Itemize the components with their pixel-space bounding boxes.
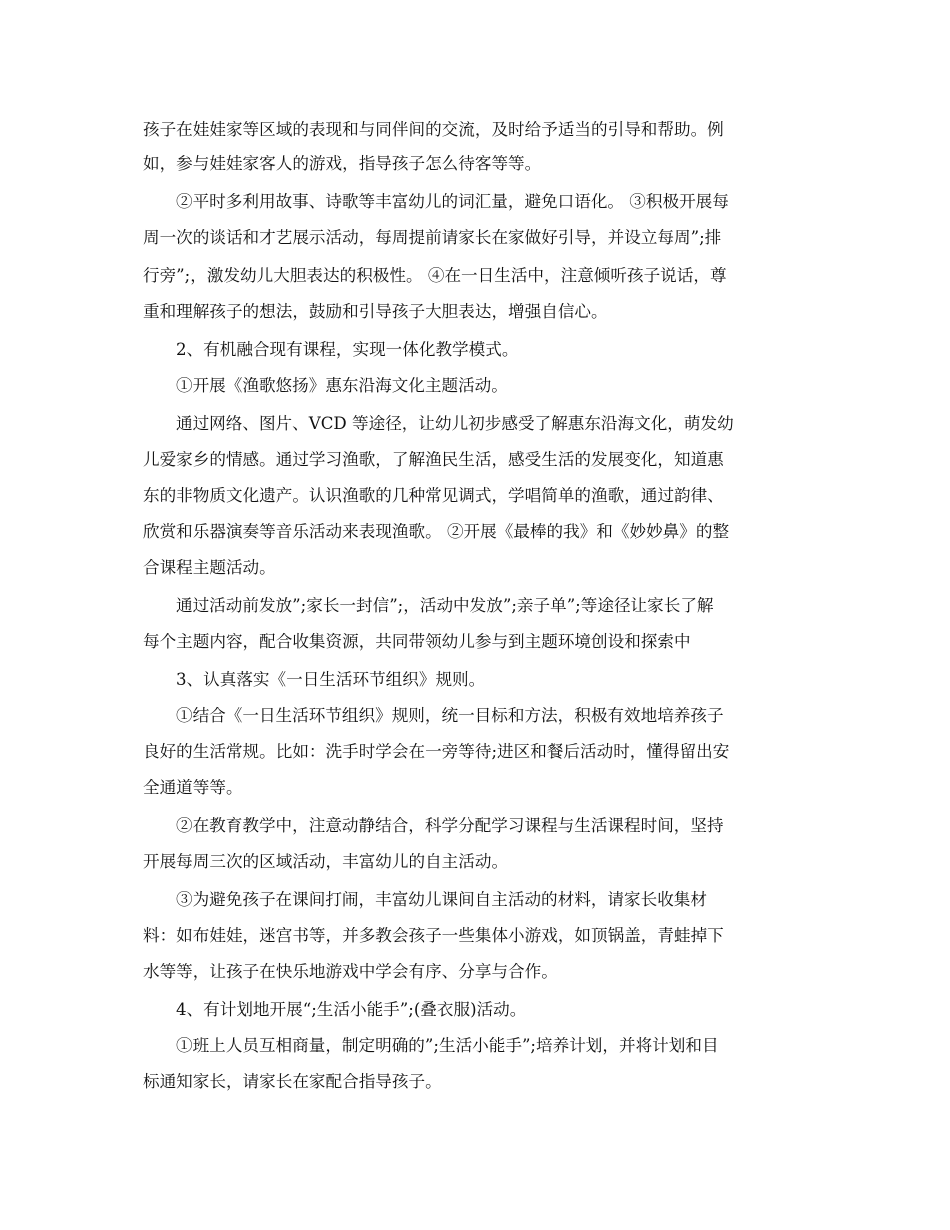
text-line: 通过活动前发放”;家长一封信”;，活动中发放”;亲子单”;等途径让家长了解 bbox=[176, 596, 714, 615]
text-line: 周一次的谈话和才艺展示活动，每周提前请家长在家做好引导，并设立每周”;排 bbox=[143, 228, 722, 247]
text-line: 良好的生活常规。比如：洗手时学会在一旁等待;进区和餐后活动时，懂得留出安 bbox=[143, 742, 730, 761]
text-line: 如，参与娃娃家客人的游戏，指导孩子怎么待客等等。 bbox=[143, 154, 542, 173]
text-line: 重和理解孩子的想法，鼓励和引导孩子大胆表达，增强自信心。 bbox=[143, 302, 608, 321]
text-line: ①结合《一日生活环节组织》规则，统一目标和方法，积极有效地培养孩子 bbox=[176, 706, 724, 725]
text-line: 合课程主题活动。 bbox=[143, 558, 276, 577]
text-line: 4、有计划地开展“;生活小能手”;(叠衣服)活动。 bbox=[176, 1000, 527, 1019]
text-line: 料：如布娃娃，迷宫书等，并多教会孩子一些集体小游戏，如顶锅盖，青蛙掉下 bbox=[143, 926, 724, 945]
text-line: 全通道等等。 bbox=[143, 778, 243, 797]
text-line: 标通知家长，请家长在家配合指导孩子。 bbox=[143, 1072, 442, 1091]
text-line: ②平时多利用故事、诗歌等丰富幼儿的词汇量，避免口语化。 ③积极开展每 bbox=[176, 192, 729, 211]
text-line: ②在教育教学中，注意动静结合，科学分配学习课程与生活课程时间，坚持 bbox=[176, 816, 724, 835]
text-line: 欣赏和乐器演奏等音乐活动来表现渔歌。 ②开展《最棒的我》和《妙妙鼻》的整 bbox=[143, 522, 730, 541]
text-line: 儿爱家乡的情感。通过学习渔歌，了解渔民生活，感受生活的发展变化，知道惠 bbox=[143, 450, 724, 469]
text-line: 行旁”;，激发幼儿大胆表达的积极性。 ④在一日生活中，注意倾听孩子说话，尊 bbox=[143, 266, 727, 285]
text-line: ①班上人员互相商量，制定明确的”;生活小能手”;培养计划，并将计划和目 bbox=[176, 1036, 719, 1055]
text-line: 东的非物质文化遗产。认识渔歌的几种常见调式，学唱简单的渔歌，通过韵律、 bbox=[143, 486, 724, 505]
text-line: 每个主题内容，配合收集资源，共同带领幼儿参与到主题环境创设和探索中 bbox=[143, 632, 691, 651]
text-line: 开展每周三次的区域活动，丰富幼儿的自主活动。 bbox=[143, 852, 509, 871]
text-line: 水等等，让孩子在快乐地游戏中学会有序、分享与合作。 bbox=[143, 962, 558, 981]
text-line: 3、认真落实《一日生活环节组织》规则。 bbox=[176, 670, 486, 689]
text-line: ①开展《渔歌悠扬》惠东沿海文化主题活动。 bbox=[176, 376, 508, 395]
text-line: 孩子在娃娃家等区域的表现和与同伴间的交流，及时给予适当的引导和帮助。例 bbox=[143, 120, 724, 139]
text-line: 通过网络、图片、VCD 等途径，让幼儿初步感受了解惠东沿海文化，萌发幼 bbox=[176, 414, 734, 433]
text-line: ③为避免孩子在课间打闹，丰富幼儿课间自主活动的材料，请家长收集材 bbox=[176, 890, 707, 909]
text-line: 2、有机融合现有课程，实现一体化教学模式。 bbox=[176, 340, 519, 359]
